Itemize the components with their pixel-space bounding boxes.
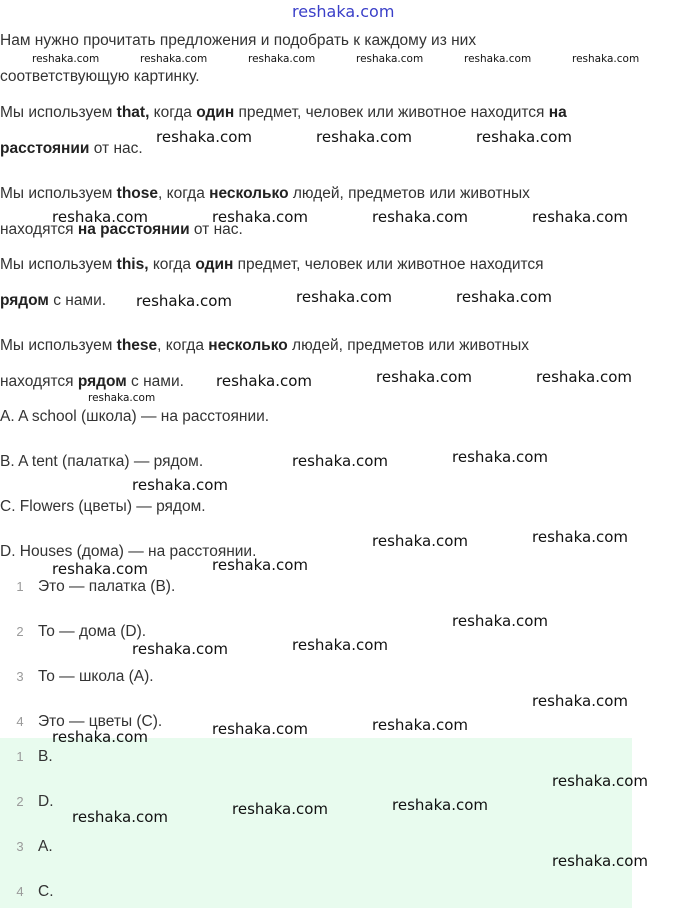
watermark: reshaka.com [212, 556, 308, 574]
rule-those-line-1: Мы используем those, когда несколько людей, предметов или животных [0, 185, 530, 202]
watermark: reshaka.com [372, 208, 468, 226]
rule-that-line-1: Мы используем that, когда один предмет, человек или животное находится на [0, 104, 567, 121]
watermark: reshaka.com [32, 53, 100, 65]
watermark: reshaka.com [52, 560, 148, 578]
watermark: reshaka.com [52, 728, 148, 746]
watermark: reshaka.com [140, 53, 208, 65]
sentence-item: 4 Это — цветы (C). [16, 713, 163, 730]
rule-this-line-2: рядом с нами. [0, 292, 107, 309]
item-d: D. Houses (дома) — на расстоянии. [0, 543, 257, 560]
watermark: reshaka.com [132, 476, 228, 494]
watermark: reshaka.com [392, 796, 488, 814]
watermark: reshaka.com [88, 392, 156, 404]
watermark: reshaka.com [372, 716, 468, 734]
watermark: reshaka.com [532, 528, 628, 546]
sentence-item: 1 Это — палатка (B). [16, 578, 176, 595]
watermark: reshaka.com [372, 532, 468, 550]
watermark: reshaka.com [248, 53, 316, 65]
watermark: reshaka.com [212, 720, 308, 738]
watermark: reshaka.com [552, 772, 648, 790]
answer-item: 3 A. [16, 838, 53, 855]
watermark: reshaka.com [156, 128, 252, 146]
answer-item: 4 C. [16, 883, 54, 900]
watermark: reshaka.com [532, 208, 628, 226]
site-header-link[interactable]: reshaka.com [292, 2, 395, 21]
rule-this-line-1: Мы используем this, когда один предмет, человек или животное находится [0, 256, 544, 273]
watermark: reshaka.com [292, 636, 388, 654]
watermark: reshaka.com [232, 800, 328, 818]
watermark: reshaka.com [356, 53, 424, 65]
watermark: reshaka.com [316, 128, 412, 146]
rule-those-line-2: находятся на расстоянии от нас. [0, 221, 243, 238]
watermark: reshaka.com [72, 808, 168, 826]
watermark: reshaka.com [452, 612, 548, 630]
item-c: C. Flowers (цветы) — рядом. [0, 498, 206, 515]
watermark: reshaka.com [476, 128, 572, 146]
watermark: reshaka.com [536, 368, 632, 386]
rule-these-line-2: находятся рядом с нами. [0, 373, 184, 390]
watermark: reshaka.com [292, 452, 388, 470]
sentence-item: 2 То — дома (D). [16, 623, 147, 640]
intro-line-1: Нам нужно прочитать предложения и подобрать к каждому из них [0, 32, 477, 49]
watermark: reshaka.com [212, 208, 308, 226]
watermark: reshaka.com [296, 288, 392, 306]
watermark: reshaka.com [216, 372, 312, 390]
watermark: reshaka.com [456, 288, 552, 306]
watermark: reshaka.com [532, 692, 628, 710]
answer-item: 2 D. [16, 793, 54, 810]
sentence-item: 3 То — школа (A). [16, 668, 154, 685]
watermark: reshaka.com [52, 208, 148, 226]
intro-line-2: соответствующую картинку. [0, 68, 200, 85]
watermark: reshaka.com [376, 368, 472, 386]
watermark: reshaka.com [464, 53, 532, 65]
item-a: A. A school (школа) — на расстоянии. [0, 408, 270, 425]
answer-item: 1 B. [16, 748, 53, 765]
watermark: reshaka.com [452, 448, 548, 466]
watermark: reshaka.com [136, 292, 232, 310]
watermark: reshaka.com [572, 53, 640, 65]
watermark: reshaka.com [552, 852, 648, 870]
rule-these-line-1: Мы используем these, когда несколько людей, предметов или животных [0, 337, 530, 354]
item-b: B. A tent (палатка) — рядом. [0, 453, 204, 470]
rule-that-line-2: расстоянии от нас. [0, 140, 143, 157]
watermark: reshaka.com [132, 640, 228, 658]
